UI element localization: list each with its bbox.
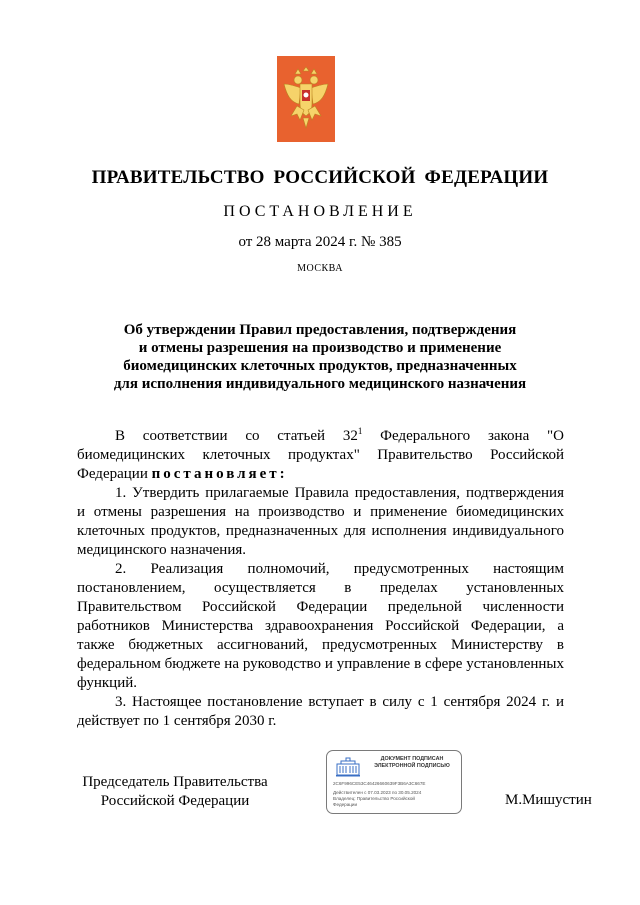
- stamp-owner-continued: Федерации: [333, 802, 358, 807]
- stamp-heading: [365, 756, 459, 770]
- document-date-number: от 28 марта 2024 г. № 385: [238, 234, 402, 250]
- government-building-icon: [335, 757, 361, 782]
- article-superscript: 1: [357, 426, 363, 436]
- signer-title-line: Российской Федерации: [100, 793, 250, 809]
- stamp-serial: 2C6F996CE53C46426660639F3B6A3C667E: [333, 781, 426, 786]
- stamp-owner: Владелец: Правительство Российской: [333, 796, 415, 801]
- signer-name: М.Мишустин: [505, 792, 592, 808]
- decree-word: постановляет:: [151, 466, 288, 482]
- electronic-signature-stamp: [326, 750, 462, 814]
- coat-of-arms-icon: [277, 56, 335, 142]
- document-body: [77, 427, 564, 731]
- intro-text: В соответствии со статьей 32: [115, 428, 358, 444]
- stamp-validity: Действителен с 07.03.2023 по 30.05.2024: [333, 790, 422, 795]
- document-type: ПОСТАНОВЛЕНИЕ: [223, 203, 417, 220]
- stamp-heading-line: ЭЛЕКТРОННОЙ ПОДПИСЬЮ: [374, 763, 450, 769]
- stamp-heading-line: ДОКУМЕНТ ПОДПИСАН: [380, 756, 444, 762]
- intro-paragraph: [77, 427, 564, 484]
- document-subject: [90, 321, 550, 393]
- paragraph-3: 3. Настоящее постановление вступает в силу с 1 сентября 2024 г. и действует по 1 сентября 2030 г.: [77, 694, 564, 729]
- government-title: ПРАВИТЕЛЬСТВО РОССИЙСКОЙ ФЕДЕРАЦИИ: [91, 167, 549, 188]
- subject-line: и отмены разрешения на производство и применение: [138, 340, 502, 356]
- document-city: МОСКВА: [297, 263, 343, 274]
- subject-line: биомедицинских клеточных продуктов, предназначенных: [123, 358, 517, 374]
- intro-text-continued: Федерального закона "О биомедицинских клеточных продуктах" Правительство Российской Федерации: [77, 428, 564, 482]
- subject-line: для исполнения индивидуального медицинского назначения: [113, 376, 527, 392]
- signer-title-line: Председатель Правительства: [82, 774, 268, 790]
- subject-line: Об утверждении Правил предоставления, подтверждения: [123, 322, 517, 338]
- paragraph-2: 2. Реализация полномочий, предусмотренных настоящим постановлением, осуществляется в пределах установленных Правительством Российской Федерации предельной численности работников Министерства здравоохранения Российской Федерации, а также бюджетных ассигнований, предусмотренных Министерству в федеральном бюджете на руководство и управление в сфере установленных функций.: [77, 561, 564, 691]
- signer-title: [70, 773, 280, 811]
- paragraph-1: 1. Утвердить прилагаемые Правила предоставления, подтверждения и отмены разрешения на производство и применение биомедицинских клеточных продуктов, предназначенных для исполнения индивидуального медицинского назначения.: [77, 485, 564, 558]
